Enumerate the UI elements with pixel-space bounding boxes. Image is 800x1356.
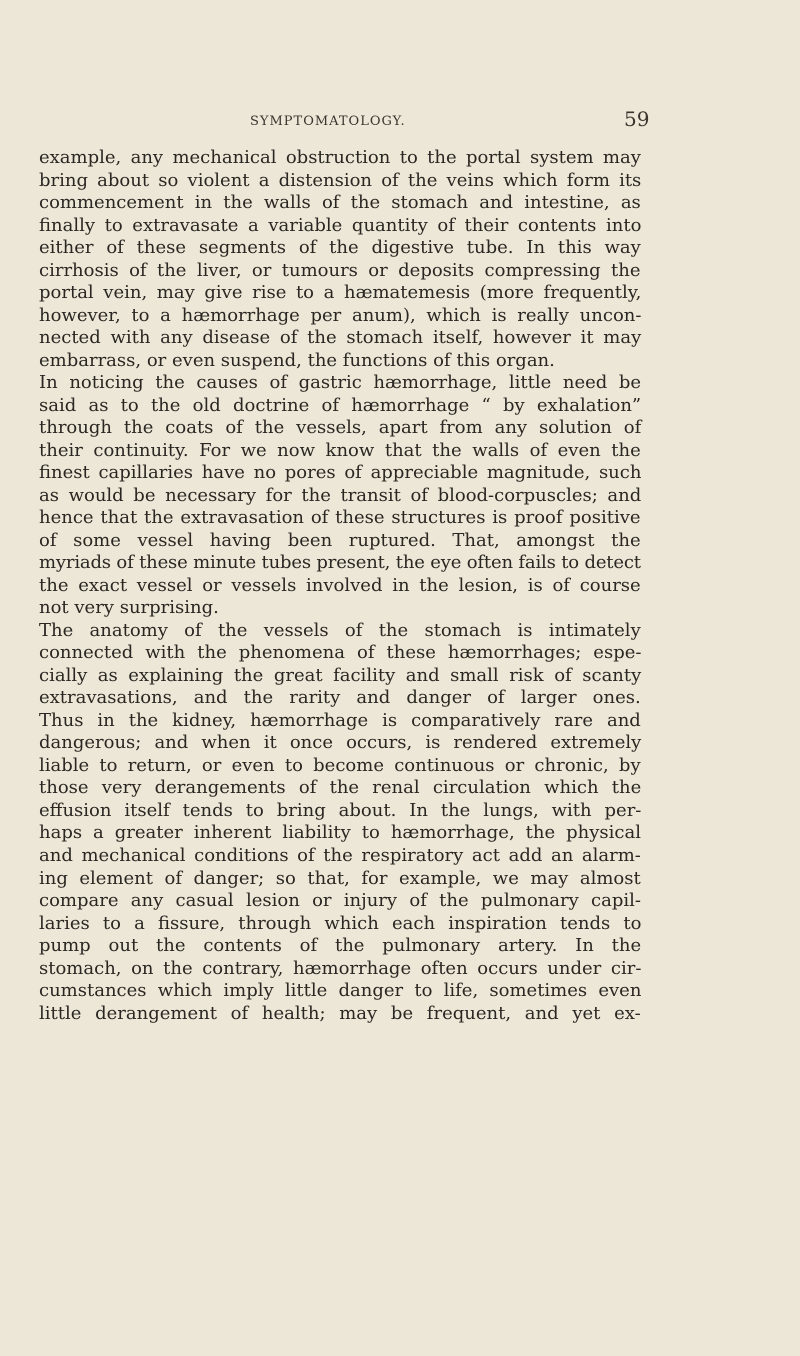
text-line [39,237,641,260]
text-line [39,642,641,665]
line-text: example, any mechanical obstruction to the portal system may [39,147,641,168]
line-text: The anatomy of the vessels of the stomach is intimately [39,619,641,641]
line-text: compare any casual lesion or injury of the pulmonary capil- [39,890,641,912]
line-text: those very derangements of the renal circulation which the [39,777,642,799]
body-text [39,147,641,1025]
text-line [39,800,641,823]
line-text: as would be necessary for the transit of blood-corpuscles; and [39,484,642,506]
text-line [39,575,641,598]
line-text: cirrhosis of the liver, or tumours or deposits compressing the [39,259,641,281]
line-text: dangerous; and when it once occurs, is rendered extremely [39,732,642,754]
line-text: embarrass, or even suspend, the functions of this organ. [39,349,555,371]
line-text: either of these segments of the digestive tube. In this way [39,237,641,259]
line-text: commencement in the walls of the stomach and intestine, as [39,192,641,214]
text-line [39,777,641,800]
line-text: and mechanical conditions of the respiratory act add an alarm- [39,844,641,866]
text-line [39,147,641,170]
line-text: the exact vessel or vessels involved in the lesion, is of course [39,574,641,596]
line-text: Thus in the kidney, hæmorrhage is comparatively rare and [39,709,641,731]
page-number: 59 [624,107,650,131]
text-line [39,395,641,418]
text-line [39,890,641,913]
text-line [39,710,641,733]
text-line [39,215,641,238]
running-title: SYMPTOMATOLOGY. [250,114,406,129]
text-line [39,260,641,283]
line-text: cumstances which imply little danger to life, sometimes even [39,980,642,1002]
line-text: bring about so violent a distension of the veins which form its [39,169,642,191]
text-line [39,530,641,553]
text-line [39,687,641,710]
text-line [39,980,641,1003]
text-line [39,1003,641,1026]
line-text: finest capillaries have no pores of appreciable magnitude, such [39,462,642,484]
line-text: In noticing the causes of gastric hæmorrhage, little need be [39,372,642,394]
line-text: through the coats of the vessels, apart from any solution of [39,417,642,439]
text-line [39,822,641,845]
line-text: myriads of these minute tubes present, the eye often fails to detect [39,552,641,574]
text-line [39,507,641,530]
text-line [39,755,641,778]
text-line [39,845,641,868]
line-text: effusion itself tends to bring about. In the lungs, with per- [39,799,642,821]
line-text: little derangement of health; may be frequent, and yet ex- [39,1002,641,1024]
line-text: extravasations, and the rarity and danger of larger ones. [39,687,641,709]
line-text: nected with any disease of the stomach itself, however it may [39,327,642,349]
line-text: portal vein, may give rise to a hæmatemesis (more frequently, [39,282,642,304]
line-text: liable to return, or even to become continuous or chronic, by [39,754,641,776]
text-line [39,305,641,328]
line-text: their continuity. For we now know that the walls of even the [39,439,641,461]
text-line [39,485,641,508]
line-text: not very surprising. [39,597,219,619]
line-text: connected with the phenomena of these hæmorrhages; espe- [39,642,642,664]
line-text: hence that the extravasation of these structures is proof positive [39,507,641,529]
text-line [39,665,641,688]
text-line [39,732,641,755]
line-text: haps a greater inherent liability to hæmorrhage, the physical [39,822,641,844]
text-line [39,192,641,215]
text-line [39,913,641,936]
text-line [39,417,641,440]
text-line [39,620,641,643]
text-line [39,372,641,395]
line-text: of some vessel having been ruptured. That, amongst the [39,529,641,551]
line-text: cially as explaining the great facility and small risk of scanty [39,664,642,686]
text-line [39,552,641,575]
text-line [39,868,641,891]
text-line [39,327,641,350]
line-text: laries to a fissure, through which each inspiration tends to [39,912,642,934]
line-text: said as to the old doctrine of hæmorrhage “ by exhalation” [39,394,642,416]
text-line [39,170,641,193]
text-line [39,935,641,958]
text-line [39,282,641,305]
text-line [39,350,641,373]
line-text: pump out the contents of the pulmonary artery. In the [39,935,642,957]
text-line [39,597,641,620]
line-text: however, to a hæmorrhage per anum), which is really uncon- [39,304,642,326]
line-text: stomach, on the contrary, hæmorrhage often occurs under cir- [39,957,642,979]
line-text: ing element of danger; so that, for example, we may almost [39,867,641,889]
text-line [39,462,641,485]
line-text: finally to extravasate a variable quantity of their contents into [39,214,642,236]
text-line [39,958,641,981]
text-line [39,440,641,463]
